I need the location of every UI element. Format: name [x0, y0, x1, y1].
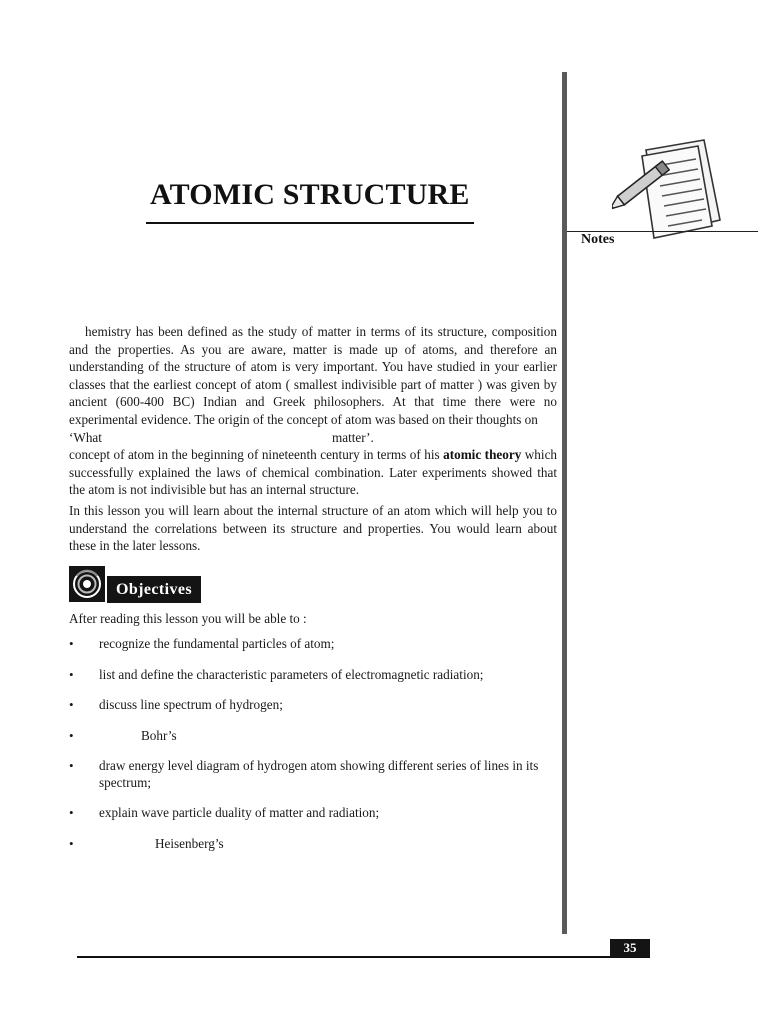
footer-rule: [77, 956, 650, 958]
intro-part3: which successfully explained the laws of chemical combination. Later experiments showed that the atom is not indivisible but has an internal structure.: [69, 447, 558, 498]
notes-pencil-icon: [612, 134, 724, 246]
objective-item: • explain wave particle duality of matter and radiation;: [69, 805, 380, 820]
quote-end: matter’.: [331, 429, 374, 445]
intro-part1: hemistry has been defined as the study of matter in terms of its structure, composition and the properties. As you are aware, matter is made up of atoms, and therefore an understanding of the structure of atom is very important. You have studied in your earlier classes that the earliest concept of atom ( smallest indivisible part of matter ) was given by ancient (600-400 BC) Indian and Greek philosophers. At that time there were no experimental evidence. The origin of the concept of atom was based on their thoughts on: [69, 324, 557, 427]
atomic-theory-term: atomic theory: [443, 447, 522, 463]
objectives-heading: Objectives: [107, 576, 201, 603]
objectives-target-icon: [69, 566, 105, 602]
objective-item: • draw energy level diagram of hydrogen atom showing different series of lines in its spectrum;: [69, 758, 539, 790]
page-number: 35: [610, 939, 650, 957]
notes-label: Notes: [581, 232, 615, 247]
title-underline: [146, 222, 474, 224]
lesson-paragraph: In this lesson you will learn about the internal structure of an atom which will help you to understand the correlations between its structure and properties. You would learn about these in the later lessons.: [69, 503, 557, 554]
bullet: •: [69, 697, 74, 712]
objective-item: • Bohr’s: [69, 727, 177, 743]
chapter-title: ATOMIC STRUCTURE: [150, 178, 470, 211]
bullet: •: [69, 835, 74, 851]
objectives-list: [69, 636, 559, 866]
intro-paragraph: [69, 323, 557, 499]
objective-item: • recognize the fundamental particles of atom;: [69, 636, 335, 651]
objective-item: • Heisenberg’s: [69, 835, 224, 851]
objective-item: • list and define the characteristic parameters of electromagnetic radiation;: [69, 666, 484, 682]
quote-start: ‘What: [69, 429, 102, 445]
margin-divider: [562, 72, 567, 934]
objectives-intro: After reading this lesson you will be able to :: [69, 611, 307, 626]
bullet: •: [69, 758, 74, 773]
bullet: •: [69, 727, 74, 743]
bullet: •: [69, 805, 74, 820]
objective-item: • discuss line spectrum of hydrogen;: [69, 697, 283, 712]
bullet: •: [69, 666, 74, 682]
intro-part2: concept of atom in the beginning of nineteenth century in terms of his: [69, 447, 440, 463]
bullet: •: [69, 636, 74, 651]
